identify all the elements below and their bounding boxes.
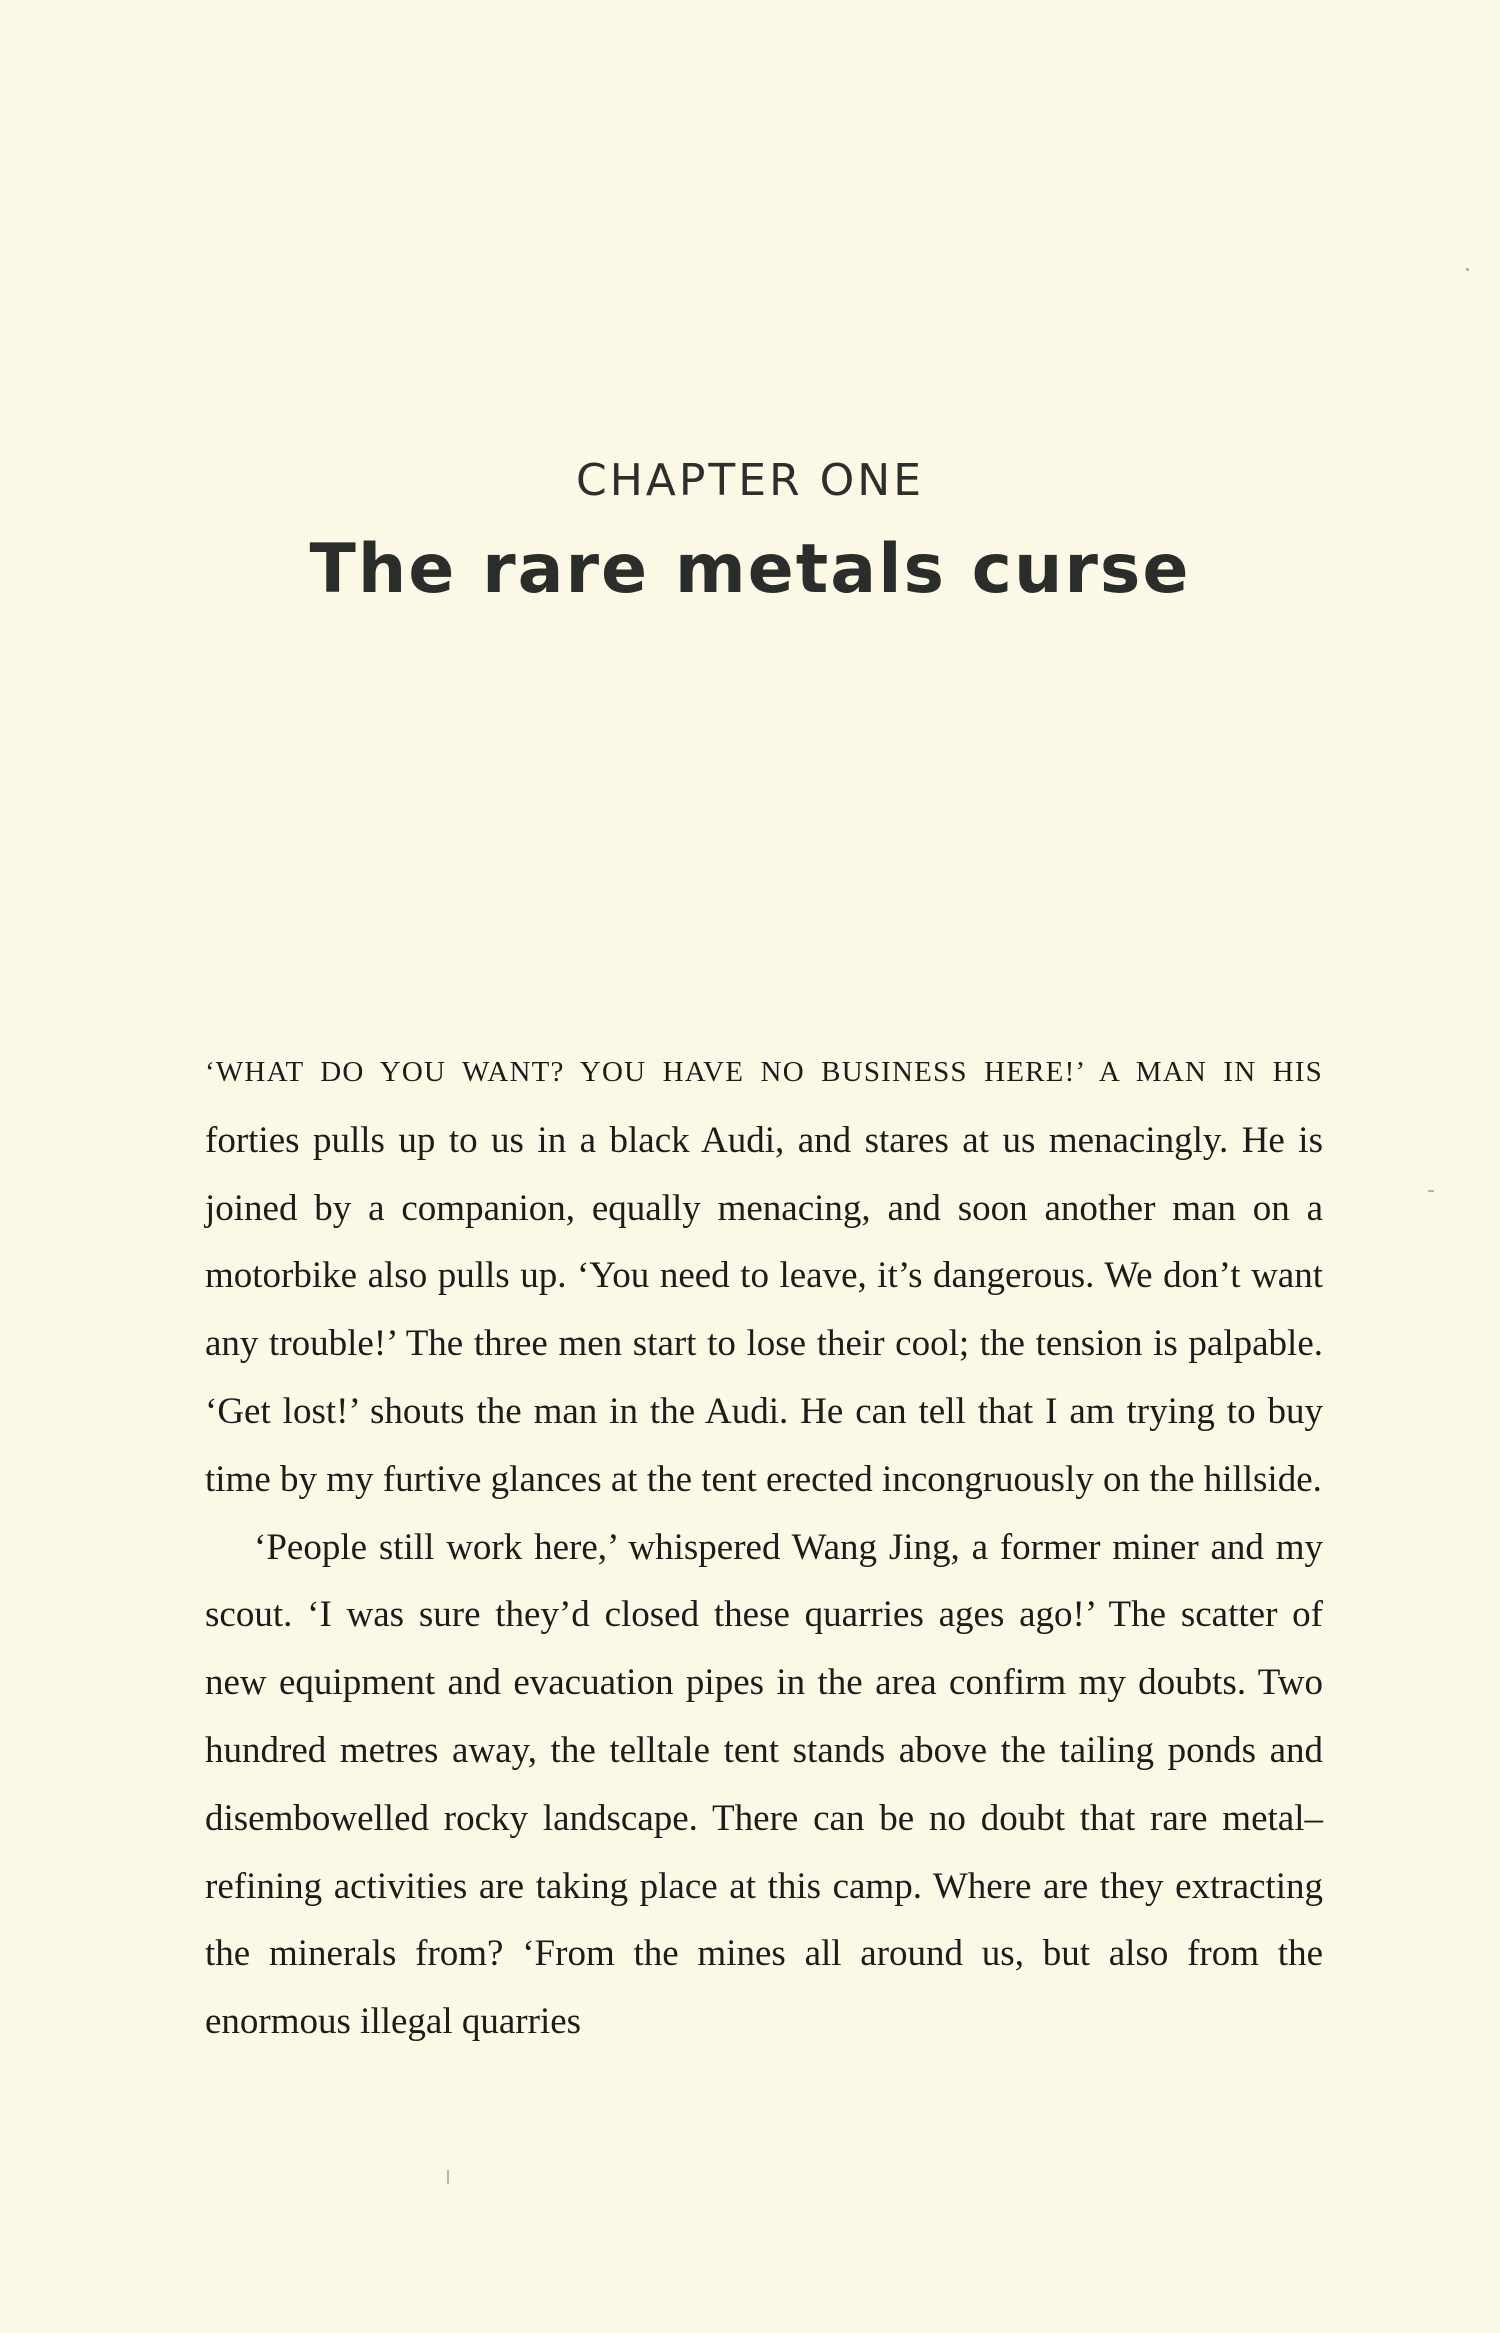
paragraph-2: ‘People still work here,’ whispered Wang Jing, a former miner and my scout. ‘I was sure they’d closed these quarries ages ago!’ The scatter of new equipment and evacuation pipes in the area confirm my doubts. Two hundred metres away, the telltale tent stands above the tailing ponds and disembowelled rocky landscape. There can be no doubt that rare metal–refining activities are taking place at this camp. Where are they extracting the minerals from? ‘From the mines all around us, but also from the enormous illegal quarries — [205, 1526, 1323, 2043]
chapter-label: CHAPTER ONE — [575, 455, 925, 506]
paragraph-1 — [205, 1036, 1323, 1514]
opening-small-caps: ‘WHAT DO YOU WANT? YOU HAVE NO BUSINESS HERE!’ A MAN IN HIS — [205, 1056, 1323, 1088]
chapter-title: The rare metals curse — [309, 530, 1191, 609]
scan-speck — [447, 2170, 449, 2184]
scan-speck — [1428, 1190, 1434, 1192]
scan-speck — [1466, 268, 1469, 271]
paragraph-1-text: forties pulls up to us in a black Audi, and stares at us menacingly. He is joined by a companion, equally menacing, and soon another man on a motorbike also pulls up. ‘You need to leave, it’s dangerous. We don’t want any trouble!’ The three men start to lose their cool; the tension is palpable. ‘Get lost!’ shouts the man in the Audi. He can tell that I am trying to buy time by my furtive glances at the tent erected incongruously on the hillside. — [205, 1119, 1323, 1500]
body-text — [205, 1036, 1323, 2056]
